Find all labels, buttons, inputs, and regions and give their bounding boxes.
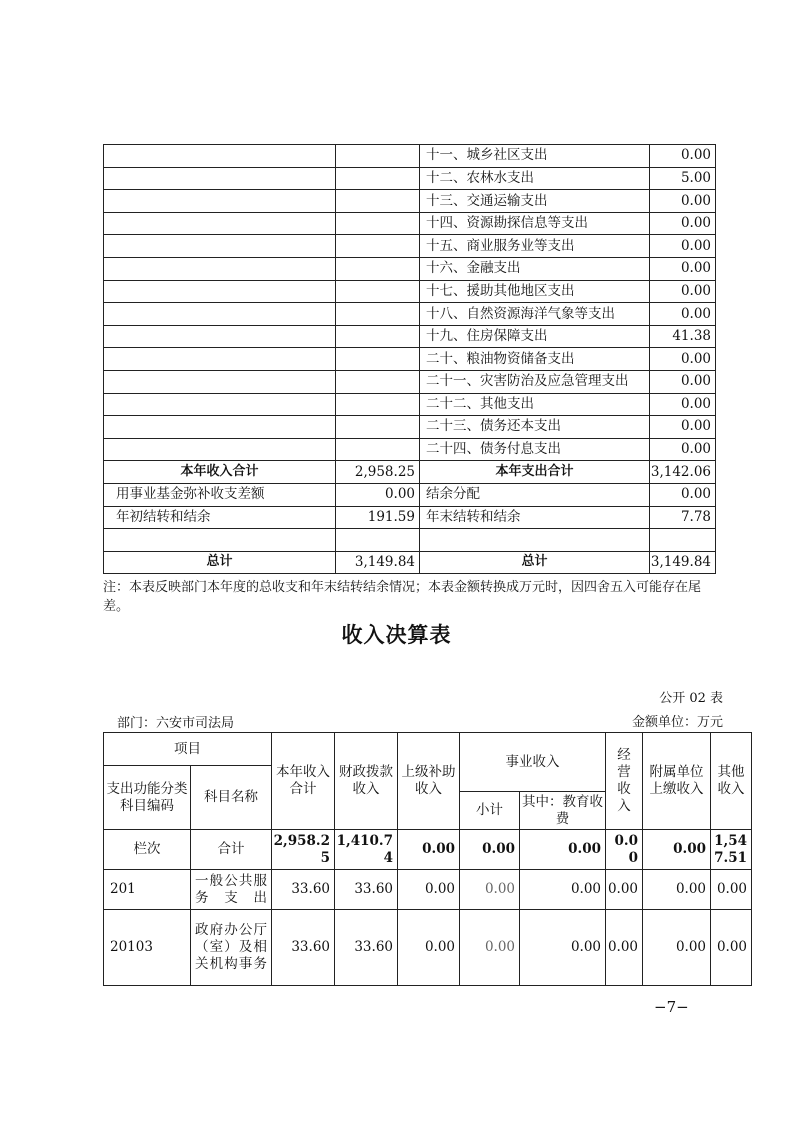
income-value-cell — [336, 438, 420, 461]
income-value-cell — [336, 145, 420, 168]
total-affiliated: 0.00 — [643, 830, 711, 870]
total-operating: 0.00 — [606, 830, 643, 870]
header-other-income: 其他收入 — [711, 733, 752, 830]
expense-item-label: 十六、金融支出 — [420, 257, 650, 280]
affiliated-income: 0.00 — [643, 870, 711, 910]
fund-gap-label: 用事业基金弥补收支差额 — [104, 483, 336, 506]
expense-item-label: 二十二、其他支出 — [420, 393, 650, 416]
function-code: 20103 — [104, 910, 191, 986]
summary-table-body — [104, 145, 716, 574]
expense-row — [104, 190, 716, 213]
expense-item-label: 二十一、灾害防治及应急管理支出 — [420, 370, 650, 393]
expense-row — [104, 370, 716, 393]
table-note: 注：本表反映部门本年度的总收支和年末结转结余情况；本表金额转换成万元时，因四舍五入可能存在尾差。 — [103, 580, 702, 614]
header-row-1 — [104, 733, 752, 766]
income-item-cell — [104, 348, 336, 371]
income-item-cell — [104, 235, 336, 258]
expense-item-value: 0.00 — [650, 257, 716, 280]
header-subject-name: 科目名称 — [191, 766, 272, 830]
expense-row — [104, 212, 716, 235]
income-value-cell — [336, 303, 420, 326]
expense-total-value: 3,142.06 — [650, 461, 716, 484]
table-row — [104, 870, 752, 910]
header-education-fee: 其中：教育收费 — [520, 792, 606, 830]
expense-row — [104, 257, 716, 280]
total-other: 1,547.51 — [711, 830, 752, 870]
header-superior-subsidy: 上级补助收入 — [398, 733, 460, 830]
expense-item-label: 十一、城乡社区支出 — [420, 145, 650, 168]
income-value-cell — [336, 257, 420, 280]
expense-item-label: 十九、住房保障支出 — [420, 325, 650, 348]
expense-item-value: 0.00 — [650, 235, 716, 258]
income-value-cell — [336, 212, 420, 235]
expense-item-label: 十二、农林水支出 — [420, 167, 650, 190]
income-item-cell — [104, 416, 336, 439]
expense-row — [104, 393, 716, 416]
header-affiliated-income: 附属单位上缴收入 — [643, 733, 711, 830]
subject-name: 一般公共服务支出 — [191, 870, 272, 910]
summary-income-expense-table — [103, 144, 716, 574]
income-total-label: 本年收入合计 — [104, 461, 336, 484]
income-item-cell — [104, 393, 336, 416]
income-value-cell — [336, 393, 420, 416]
expense-item-value: 41.38 — [650, 325, 716, 348]
income-value-cell — [336, 348, 420, 371]
operating-income: 0.00 — [606, 910, 643, 986]
department-label: 部门：六安市司法局 — [117, 716, 235, 731]
income-item-cell — [104, 325, 336, 348]
total-label: 合计 — [191, 830, 272, 870]
affiliated-income: 0.00 — [643, 910, 711, 986]
surplus-distribution-value: 0.00 — [650, 483, 716, 506]
other-income: 0.00 — [711, 870, 752, 910]
education-fee: 0.00 — [520, 910, 606, 986]
income-value-cell — [336, 280, 420, 303]
expense-item-value: 0.00 — [650, 212, 716, 235]
table-row — [104, 910, 752, 986]
income-item-cell — [104, 167, 336, 190]
subject-name: 政府办公厅（室）及相关机构事务 — [191, 910, 272, 986]
superior-subsidy: 0.00 — [398, 870, 460, 910]
function-code: 201 — [104, 870, 191, 910]
fund-gap-row — [104, 483, 716, 506]
income-final-accounts-table — [103, 732, 752, 986]
header-subtotal: 小计 — [460, 792, 520, 830]
expense-row — [104, 348, 716, 371]
expense-item-value: 0.00 — [650, 348, 716, 371]
income-value-cell — [336, 416, 420, 439]
grand-total-row — [104, 551, 716, 574]
income-table-title: 收入决算表 — [341, 623, 452, 647]
fiscal-appropriation: 33.60 — [335, 910, 398, 986]
expense-row — [104, 325, 716, 348]
income-table-body — [104, 870, 752, 986]
expense-row — [104, 167, 716, 190]
income-item-cell — [104, 190, 336, 213]
header-function-code: 支出功能分类科目编码 — [104, 766, 191, 830]
income-item-cell — [104, 212, 336, 235]
income-value-cell — [336, 235, 420, 258]
balance-row — [104, 506, 716, 529]
header-fiscal-appropriation: 财政拨款收入 — [335, 733, 398, 830]
other-income: 0.00 — [711, 910, 752, 986]
income-item-cell — [104, 438, 336, 461]
expense-item-value: 0.00 — [650, 280, 716, 303]
begin-balance-value: 191.59 — [336, 506, 420, 529]
business-subtotal: 0.00 — [460, 910, 520, 986]
expense-item-value: 0.00 — [650, 303, 716, 326]
expense-item-value: 5.00 — [650, 167, 716, 190]
expense-item-value: 0.00 — [650, 416, 716, 439]
row-index-label: 栏次 — [104, 830, 191, 870]
expense-row — [104, 303, 716, 326]
grand-total-label-left: 总计 — [104, 551, 336, 574]
expense-item-label: 二十四、债务付息支出 — [420, 438, 650, 461]
end-balance-label: 年末结转和结余 — [420, 506, 650, 529]
expense-item-value: 0.00 — [650, 190, 716, 213]
superior-subsidy: 0.00 — [398, 910, 460, 986]
grand-total-label-right: 总计 — [420, 551, 650, 574]
header-item: 项目 — [104, 733, 272, 766]
fund-gap-value: 0.00 — [336, 483, 420, 506]
expense-item-label: 十三、交通运输支出 — [420, 190, 650, 213]
income-value-cell — [336, 325, 420, 348]
income-item-cell — [104, 145, 336, 168]
business-subtotal: 0.00 — [460, 870, 520, 910]
income-value-cell — [336, 370, 420, 393]
income-total-row — [104, 461, 716, 484]
expense-total-label: 本年支出合计 — [420, 461, 650, 484]
annual-income: 33.60 — [272, 910, 335, 986]
expense-item-label: 十四、资源勘探信息等支出 — [420, 212, 650, 235]
begin-balance-label: 年初结转和结余 — [104, 506, 336, 529]
header-business-income: 事业收入 — [460, 733, 606, 792]
income-item-cell — [104, 257, 336, 280]
expense-row — [104, 145, 716, 168]
expense-item-label: 二十、粮油物资储备支出 — [420, 348, 650, 371]
header-operating-income: 经营收入 — [606, 733, 643, 830]
page-number: −7− — [654, 998, 689, 1016]
operating-income: 0.00 — [606, 870, 643, 910]
income-value-cell — [336, 167, 420, 190]
expense-item-value: 0.00 — [650, 438, 716, 461]
blank-row — [104, 529, 716, 552]
grand-total-value-left: 3,149.84 — [336, 551, 420, 574]
expense-item-label: 十八、自然资源海洋气象等支出 — [420, 303, 650, 326]
fiscal-appropriation: 33.60 — [335, 870, 398, 910]
expense-item-label: 十七、援助其他地区支出 — [420, 280, 650, 303]
total-annual-income: 2,958.25 — [272, 830, 335, 870]
total-education: 0.00 — [520, 830, 606, 870]
income-total-value: 2,958.25 — [336, 461, 420, 484]
total-subtotal: 0.00 — [460, 830, 520, 870]
expense-item-label: 十五、商业服务业等支出 — [420, 235, 650, 258]
expense-row — [104, 416, 716, 439]
expense-row — [104, 280, 716, 303]
expense-item-label: 二十三、债务还本支出 — [420, 416, 650, 439]
surplus-distribution-label: 结余分配 — [420, 483, 650, 506]
amount-unit-label: 金额单位：万元 — [631, 715, 723, 730]
total-superior-subsidy: 0.00 — [398, 830, 460, 870]
expense-row — [104, 235, 716, 258]
expense-item-value: 0.00 — [650, 393, 716, 416]
income-item-cell — [104, 303, 336, 326]
summary-row — [104, 830, 752, 870]
grand-total-value-right: 3,149.84 — [650, 551, 716, 574]
form-number: 公开 02 表 — [659, 691, 723, 706]
expense-item-value: 0.00 — [650, 145, 716, 168]
total-fiscal: 1,410.74 — [335, 830, 398, 870]
end-balance-value: 7.78 — [650, 506, 716, 529]
expense-item-value: 0.00 — [650, 370, 716, 393]
education-fee: 0.00 — [520, 870, 606, 910]
header-annual-income: 本年收入合计 — [272, 733, 335, 830]
income-item-cell — [104, 280, 336, 303]
income-item-cell — [104, 370, 336, 393]
expense-row — [104, 438, 716, 461]
annual-income: 33.60 — [272, 870, 335, 910]
income-value-cell — [336, 190, 420, 213]
